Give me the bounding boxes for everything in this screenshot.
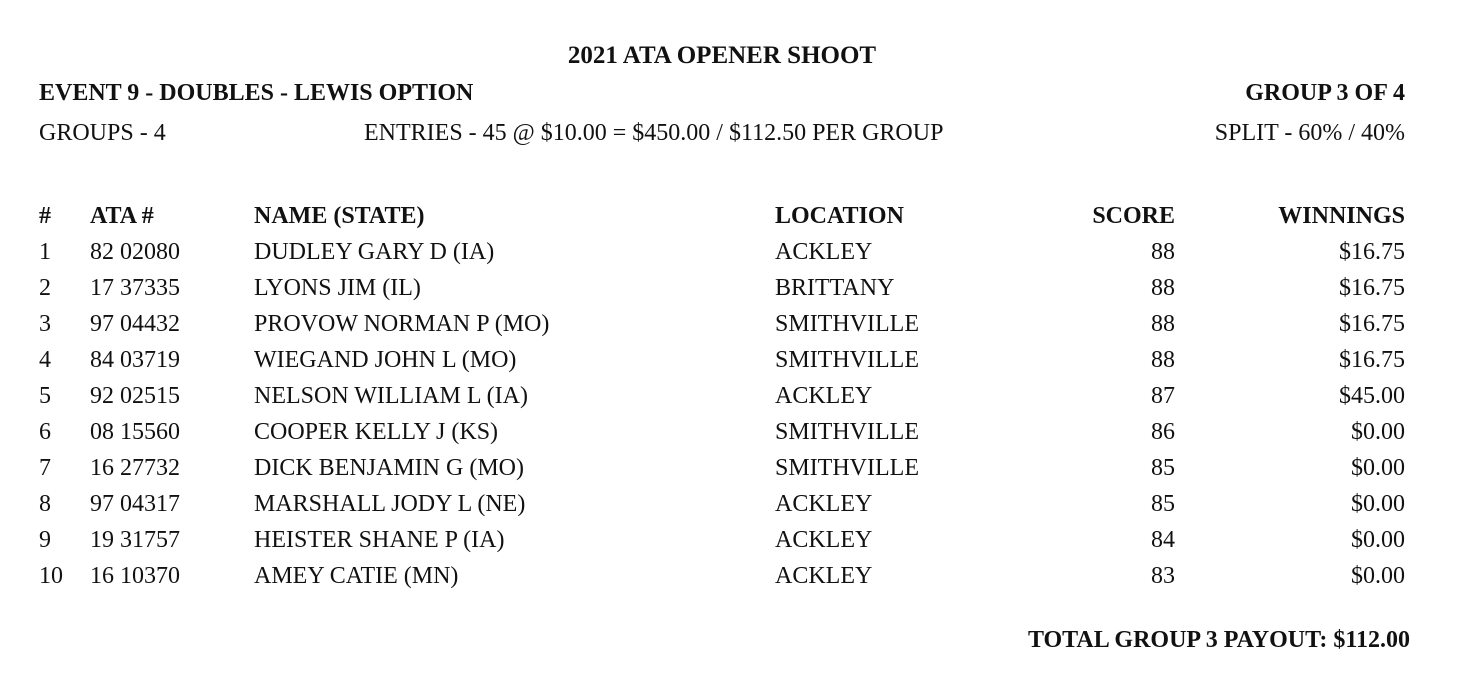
cell-rank: 9: [39, 527, 51, 553]
cell-location: ACKLEY: [775, 383, 873, 409]
cell-winnings: $0.00: [1351, 419, 1405, 445]
cell-winnings: $0.00: [1351, 563, 1405, 589]
table-row: [39, 306, 1405, 342]
cell-winnings: $45.00: [1339, 383, 1405, 409]
group-indicator: GROUP 3 OF 4: [1245, 80, 1405, 106]
cell-location: ACKLEY: [775, 491, 873, 517]
table-row: [39, 486, 1405, 522]
cell-score: 88: [1151, 275, 1175, 301]
cell-location: SMITHVILLE: [775, 455, 919, 481]
column-header-winnings: WINNINGS: [1278, 203, 1405, 229]
cell-name-state: AMEY CATIE (MN): [254, 563, 459, 589]
cell-location: BRITTANY: [775, 275, 895, 301]
event-name: EVENT 9 - DOUBLES - LEWIS OPTION: [39, 80, 474, 106]
cell-winnings: $0.00: [1351, 455, 1405, 481]
cell-name-state: MARSHALL JODY L (NE): [254, 491, 526, 517]
cell-ata-number: 17 37335: [90, 275, 180, 301]
table-row: [39, 378, 1405, 414]
cell-name-state: DUDLEY GARY D (IA): [254, 239, 495, 265]
results-header: [39, 198, 1405, 234]
cell-rank: 6: [39, 419, 51, 445]
cell-name-state: COOPER KELLY J (KS): [254, 419, 499, 445]
cell-rank: 5: [39, 383, 51, 409]
cell-rank: 7: [39, 455, 51, 481]
cell-winnings: $16.75: [1339, 239, 1405, 265]
cell-rank: 10: [39, 563, 63, 589]
report-title: 2021 ATA OPENER SHOOT: [567, 42, 877, 69]
cell-rank: 1: [39, 239, 51, 265]
cell-ata-number: 16 27732: [90, 455, 180, 481]
cell-score: 88: [1151, 347, 1175, 373]
cell-score: 84: [1151, 527, 1175, 553]
cell-location: SMITHVILLE: [775, 347, 919, 373]
column-header-rank: #: [39, 203, 51, 229]
cell-rank: 3: [39, 311, 51, 337]
table-row: [39, 342, 1405, 378]
table-row: [39, 450, 1405, 486]
payout-split: SPLIT - 60% / 40%: [1214, 120, 1405, 146]
cell-score: 88: [1151, 311, 1175, 337]
cell-winnings: $16.75: [1339, 311, 1405, 337]
table-row: [39, 558, 1405, 594]
total-payout: TOTAL GROUP 3 PAYOUT: $112.00: [1027, 627, 1410, 653]
cell-rank: 4: [39, 347, 51, 373]
cell-score: 86: [1151, 419, 1175, 445]
cell-rank: 2: [39, 275, 51, 301]
groups-count: GROUPS - 4: [39, 120, 166, 146]
cell-score: 85: [1151, 455, 1175, 481]
cell-ata-number: 92 02515: [90, 383, 180, 409]
cell-score: 87: [1151, 383, 1175, 409]
cell-ata-number: 08 15560: [90, 419, 180, 445]
cell-location: ACKLEY: [775, 239, 873, 265]
cell-ata-number: 84 03719: [90, 347, 180, 373]
cell-location: ACKLEY: [775, 563, 873, 589]
column-header-ata: ATA #: [90, 203, 154, 229]
results-body: [39, 234, 1405, 594]
table-row: [39, 414, 1405, 450]
cell-score: 88: [1151, 239, 1175, 265]
cell-name-state: NELSON WILLIAM L (IA): [254, 383, 528, 409]
cell-name-state: PROVOW NORMAN P (MO): [254, 311, 550, 337]
cell-ata-number: 97 04317: [90, 491, 180, 517]
cell-name-state: WIEGAND JOHN L (MO): [254, 347, 517, 373]
header-row: [39, 198, 1405, 234]
table-row: [39, 522, 1405, 558]
column-header-name: NAME (STATE): [254, 203, 425, 229]
cell-rank: 8: [39, 491, 51, 517]
cell-ata-number: 97 04432: [90, 311, 180, 337]
cell-location: SMITHVILLE: [775, 419, 919, 445]
table-row: [39, 234, 1405, 270]
table-row: [39, 270, 1405, 306]
cell-name-state: DICK BENJAMIN G (MO): [254, 455, 524, 481]
cell-score: 83: [1151, 563, 1175, 589]
cell-name-state: LYONS JIM (IL): [254, 275, 421, 301]
column-header-score: SCORE: [1092, 203, 1175, 229]
cell-name-state: HEISTER SHANE P (IA): [254, 527, 505, 553]
column-header-location: LOCATION: [775, 203, 904, 229]
cell-winnings: $0.00: [1351, 527, 1405, 553]
cell-location: ACKLEY: [775, 527, 873, 553]
cell-winnings: $0.00: [1351, 491, 1405, 517]
cell-ata-number: 16 10370: [90, 563, 180, 589]
cell-ata-number: 19 31757: [90, 527, 180, 553]
cell-winnings: $16.75: [1339, 275, 1405, 301]
cell-winnings: $16.75: [1339, 347, 1405, 373]
cell-ata-number: 82 02080: [90, 239, 180, 265]
entries-summary: ENTRIES - 45 @ $10.00 = $450.00 / $112.50 PER GROUP: [364, 120, 944, 146]
cell-location: SMITHVILLE: [775, 311, 919, 337]
results-table: [39, 198, 1405, 594]
cell-score: 85: [1151, 491, 1175, 517]
